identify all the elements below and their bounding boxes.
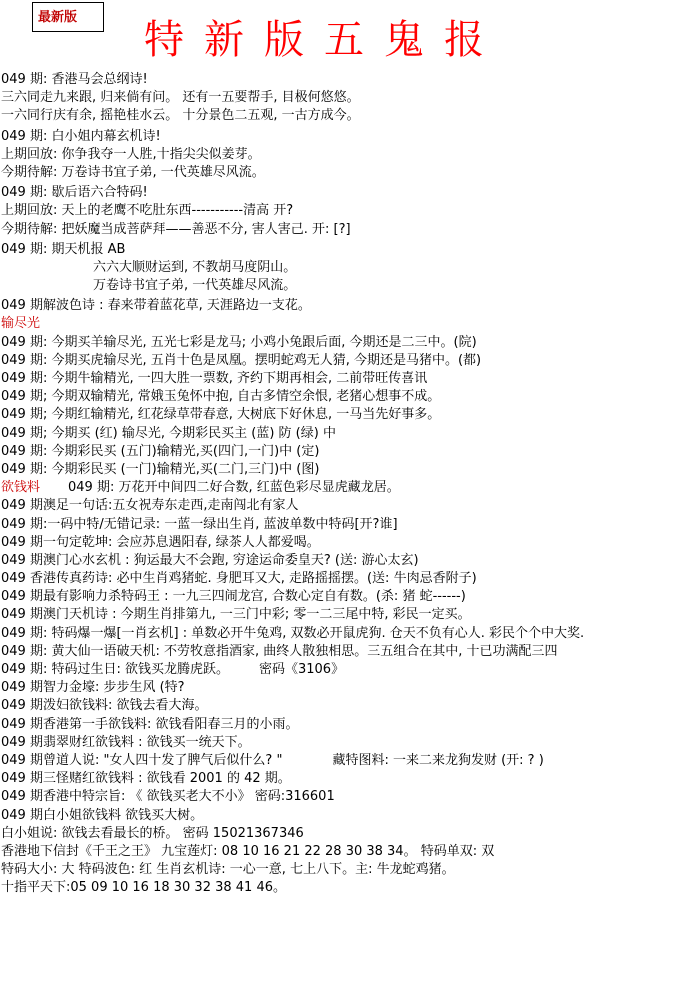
text-line: 049 期解波色诗 : 春来带着蓝花草, 天涯路边一支花。 (1, 298, 311, 314)
text-line: 香港地下信封《千王之王》 九宝莲灯: 08 10 16 21 22 28 30 38 34。 特码单双: 双 (1, 843, 495, 859)
text-line: 一六同行庆有余, 摇艳桂水云。 十分景色二五观, 一古方成今。 (1, 108, 360, 124)
text-line: 049 期: 黄大仙一语破天机: 不劳牧意指酒家, 曲终人散独相思。三五组合在其中, 十已功满配三四 (1, 643, 558, 659)
text-line: 三六同走九来跟, 归来倘有问。 还有一五要帮手, 目极何悠悠。 (1, 90, 360, 106)
text-line: 049 期最有影响力杀特码王 : 一九三四闹龙宫, 合数心定自有数。(杀: 猪 蛇------) (1, 589, 466, 605)
text-span: 049 期曾道人说: "女人四十发了脾气后似什么? " (1, 752, 283, 768)
text-span: 049 期: 万花开中间四二好合数, 红蓝色彩尽显虎藏龙居。 (68, 480, 400, 496)
text-line: 049 期; 今期双输精光, 常娥玉兔怀中抱, 自古多情空余恨, 老猪心想事不成。 (1, 389, 441, 405)
text-line: 今期待解: 万卷诗书宜子弟, 一代英雄尽风流。 (1, 164, 265, 180)
text-line: 十指平天下:05 09 10 16 18 30 32 38 41 46。 (1, 880, 286, 896)
text-line: 049 期: 歇后语六合特码! (1, 185, 148, 201)
section-heading: 输尽光 (1, 316, 41, 332)
text-line: 049 期: 今期买虎输尽光, 五肖十色是凤凰。摆明蛇鸡无人猜, 今期还是马猪中。(都) (1, 352, 482, 368)
text-line: 今期待解: 把妖魔当成菩萨拜——善恶不分, 害人害己. 开: [?] (1, 221, 351, 237)
text-line: 049 香港传真药诗: 必中生肖鸡猪蛇. 身肥耳又大, 走路摇摇摆。(送: 牛肉忌香附子) (1, 571, 477, 587)
text-line: 白小姐说: 欲钱去看最长的桥。 密码 15021367346 (1, 825, 304, 841)
text-line (1, 479, 687, 497)
page-title: 特新版五鬼报 (144, 17, 504, 63)
text-line: 万卷诗书宜子弟, 一代英雄尽风流。 (93, 278, 297, 294)
text-line: 上期回放: 你争我夺一人胜,十指尖尖似姜芽。 (1, 146, 261, 162)
text-line: 049 期一句定乾坤: 会应苏息遇阳春, 绿茶人人都爱喝。 (1, 534, 320, 550)
text-line: 049 期: 白小姐内幕玄机诗! (1, 128, 161, 144)
text-line: 049 期: 香港马会总纲诗! (1, 72, 148, 87)
text-line: 049 期; 今期买 (红) 输尽光, 今期彩民买主 (蓝) 防 (绿) 中 (1, 425, 336, 441)
text-line: 六六大顺财运到, 不教胡马度阴山。 (93, 259, 297, 275)
text-line: 049 期: 期天机报 AB (1, 241, 126, 257)
text-line: 049 期翡翠财红欲钱料 : 欲钱买一统天下。 (1, 734, 251, 750)
content-body (1, 71, 687, 897)
text-line: 049 期澳门心水玄机 : 狗运最大不会跑, 穷途运命委皇天? (送: 游心太玄) (1, 552, 419, 568)
text-line: 049 期: 今期彩民买 (一门)输精光,买(二门,三门)中 (图) (1, 461, 320, 477)
text-line: 049 期: 今期彩民买 (五门)输精光,买(四门,一门)中 (定) (1, 443, 320, 459)
text-line: 049 期泼妇欲钱料: 欲钱去看大海。 (1, 698, 208, 714)
text-line (1, 661, 687, 679)
text-line: 049 期白小姐欲钱料 欲钱买大树。 (1, 807, 204, 823)
text-span: 密码《3106》 (258, 662, 345, 677)
section-heading: 欲钱料 (1, 480, 41, 496)
text-line: 049 期: 特码爆一爆[一肖玄机] : 单数必开牛兔鸡, 双数必开鼠虎狗. 仓天不负有心人. 彩民个个中大奖. (1, 625, 585, 641)
text-line: 049 期澳门天机诗 : 今期生肖排第九, 一三门中彩; 零一二三尾中特, 彩民一定买。 (1, 607, 471, 623)
text-line: 049 期: 今期买羊输尽光, 五光七彩是龙马; 小鸡小兔跟后面, 今期还是二三中。(院) (1, 334, 477, 350)
text-line: 049 期; 今期红输精光, 红花绿草带春意, 大树底下好休息, 一马当先好事多。 (1, 407, 441, 423)
text-span: 049 期: 特码过生日: 欲钱买龙腾虎跃。 (1, 662, 229, 677)
text-line: 特码大小: 大 特码波色: 红 生肖玄机诗: 一心一意, 七上八下。主: 牛龙蛇鸡猪。 (1, 862, 455, 878)
text-line: 049 期: 今期牛输精光, 一四大胜一票数, 齐约下期再相会, 二前带旺传喜讯 (1, 371, 428, 386)
text-line: 049 期三怪赌红欲钱料 : 欲钱看 2001 的 42 期。 (1, 771, 291, 787)
text-span: 藏特图料: 一来二来龙狗发财 (开: ? ) (332, 752, 544, 768)
edition-badge: 最新版 (32, 2, 104, 32)
text-line: 049 期香港中特宗旨: 《 欲钱买老大不小》 密码:316601 (1, 789, 335, 805)
text-line (1, 752, 687, 770)
text-line: 049 期智力金壕: 步步生风 (特? (1, 680, 185, 696)
text-line: 上期回放: 天上的老鹰不吃肚东西-----------清高 开? (1, 203, 294, 219)
text-line: 049 期:一码中特/无错记录: 一蓝一绿出生肖, 蓝波单数中特码[开?谁] (1, 516, 398, 532)
text-line: 049 期香港第一手欲钱料: 欲钱看阳春三月的小雨。 (1, 716, 299, 732)
text-line: 049 期澳足一句话:五女祝寿东走西,走南闯北有家人 (1, 498, 299, 514)
